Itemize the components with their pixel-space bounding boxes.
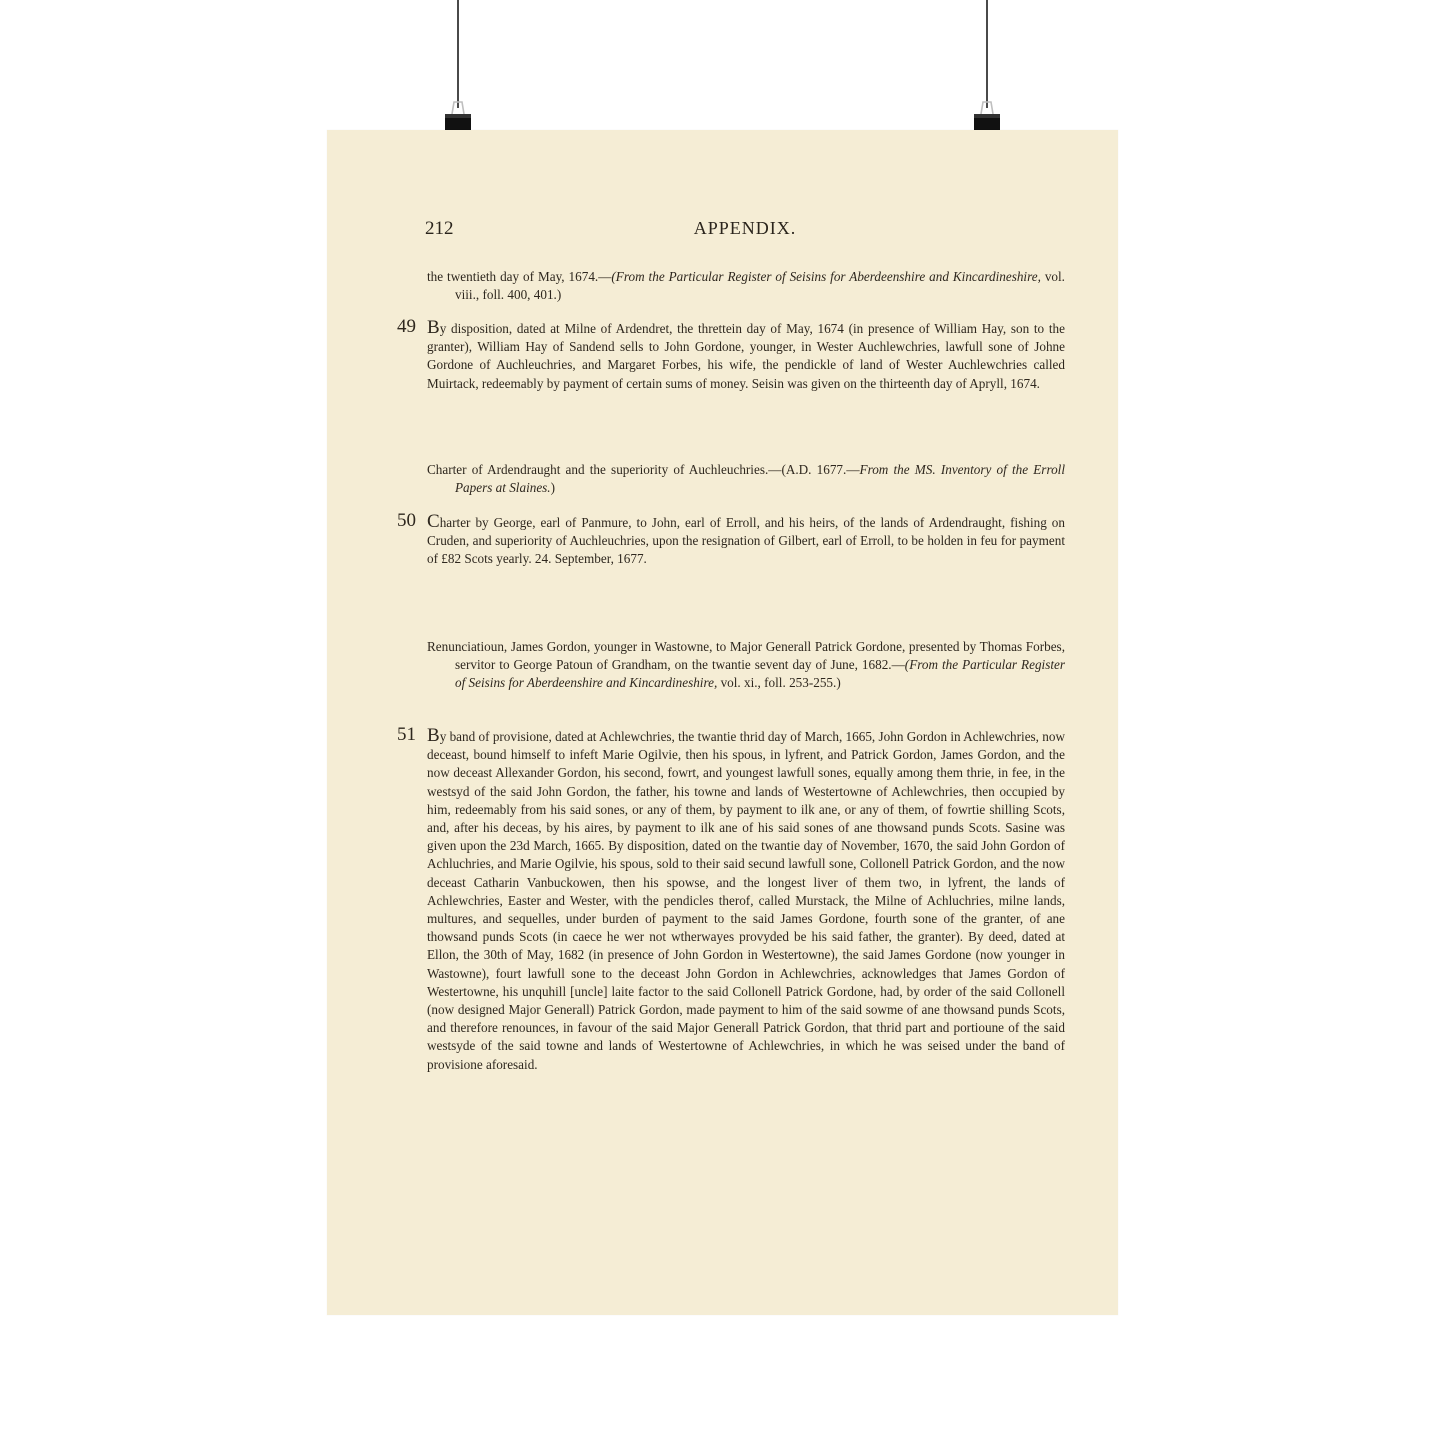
entry-51 bbox=[397, 724, 1065, 1074]
entry-heading-51 bbox=[427, 638, 1065, 693]
entry-body: y band of provisione, dated at Achlewchries, the twantie thrid day of March, 1665, John Gordon in Achlewchries, now deceast, bound himself to infeft Marie Ogilvie, then his spous, in lyfrent, and Patrick Gordon, James Gordon, and the now deceast Allexander Gordon, his second, fowrt, and youngest lawfull sones, equally among them thrie, in fee, in the westsyd of the said John Gordon, the father, his towne and lands of Westertowne of Achlewchries, then occupied by him, redeemably from his said sones, or any of them, by payment to ilk ane, or any of them, of fowrtie shilling Scots, and, after his deceas, by his aires, by payment to ilk ane of his said sones of ane thowsand punds Scots. Sasine was given upon the 23d March, 1665. By disposition, dated on the twantie day of November, 1670, the said John Gordon of Achluchries, and Marie Ogilvie, his spous, sold to their said secund lawfull sone, Collonell Patrick Gordon, and the now deceast Catharin Vanbuckowen, then his spowse, and the longest liver of them two, in lyfrent, the lands of Achlewchries, Easter and Wester, with the pendicles therof, called Murstack, the Milne of Achluchries, milne lands, multures, and sequelles, under burden of payment to the said James Gordone, fourth sone of the granter, of ane thowsand punds Scots (in caece he wer not wtherwayes provyded be his said father, the granter). By deed, dated at Ellon, the 30th of May, 1682 (in presence of John Gordon in Westertowne), the said James Gordone (now younger in Wastowne), fourt lawfull sone to the deceast John Gordon in Achlewchries, acknowledges that James Gordon of Westertowne, his unquhill [uncle] laite factor to the said Collonell Patrick Gordone, had, by order of the said Collonell (now designed Major Generall) Patrick Gordon, made payment to him of the said sowme of ane thowsand punds Scots, and therefore renounces, in favour of the said Major Generall Patrick Gordon, that thrid part and portioune of the said westsyde of the said towne and lands of Westertowne of Achlewchries, in which he was seised under the band of provisione aforesaid. bbox=[427, 729, 1065, 1072]
entry-49 bbox=[397, 316, 1065, 393]
entry-number: 50 bbox=[397, 510, 416, 531]
continuation-source: (From the Particular Register of Seisins for Aberdeenshire and Kincardineshire, bbox=[611, 269, 1041, 284]
heading-tail: ) bbox=[550, 480, 556, 496]
page-header bbox=[425, 218, 1065, 244]
entry-initial: B bbox=[427, 317, 440, 338]
continuation-text: the twentieth day of May, 1674.— bbox=[427, 269, 612, 284]
page-title: APPENDIX. bbox=[693, 218, 797, 238]
entry-number: 49 bbox=[397, 316, 416, 337]
hanging-wire-right bbox=[986, 0, 988, 108]
heading-text: Charter of Ardendraught and the superiority of Auchleuchries.—(A.D. 1677.— bbox=[427, 462, 860, 477]
entry-number: 51 bbox=[397, 724, 416, 745]
entry-heading-50 bbox=[427, 461, 1065, 497]
heading-source: (From the Particular Register of Seisins for Aberdeenshire and Kincardineshire, bbox=[455, 657, 1065, 691]
entry-initial: C bbox=[427, 511, 440, 532]
entry-initial: B bbox=[427, 725, 440, 746]
page-number: 212 bbox=[425, 218, 454, 239]
heading-source: From the MS. Inventory of the Erroll Papers at Slaines. bbox=[455, 462, 1066, 496]
continuation-paragraph bbox=[427, 268, 1065, 304]
entry-body: y disposition, dated at Milne of Ardendret, the threttein day of May, 1674 (in presence of William Hay, son to the granter), William Hay of Sandend sells to John Gordone, younger, in Wester Auchlewchries, lawfull sone of Johne Gordone of Auchleuchries, and Margaret Forbes, his wife, the pendickle of land of Wester Auchlewchries called Muirtack, redeemably by payment of certain sums of money. Seisin was given on the thirteenth day of Apryll, 1674. bbox=[427, 321, 1065, 391]
continuation-tail: vol. viii., foll. 400, 401.) bbox=[455, 269, 1065, 303]
poster-page bbox=[327, 130, 1118, 1315]
entry-text bbox=[427, 511, 1065, 569]
heading-text: Renunciatioun, James Gordon, younger in Wastowne, to Major Generall Patrick Gordone, presented by Thomas Forbes, servitor to George Patoun of Grandham, on the twantie sevent day of June, 1682.— bbox=[427, 639, 1065, 673]
heading-tail: vol. xi., foll. 253-255.) bbox=[717, 675, 841, 691]
entry-text bbox=[427, 317, 1065, 393]
hanging-wire-left bbox=[457, 0, 459, 108]
entry-text bbox=[427, 725, 1065, 1074]
entry-body: harter by George, earl of Panmure, to John, earl of Erroll, and his heirs, of the lands of Ardendraught, fishing on Cruden, and superiority of Auchleuchries, upon the resignation of Gilbert, earl of Erroll, to be holden in feu for payment of £82 Scots yearly. 24. September, 1677. bbox=[427, 515, 1065, 567]
entry-50 bbox=[397, 510, 1065, 569]
